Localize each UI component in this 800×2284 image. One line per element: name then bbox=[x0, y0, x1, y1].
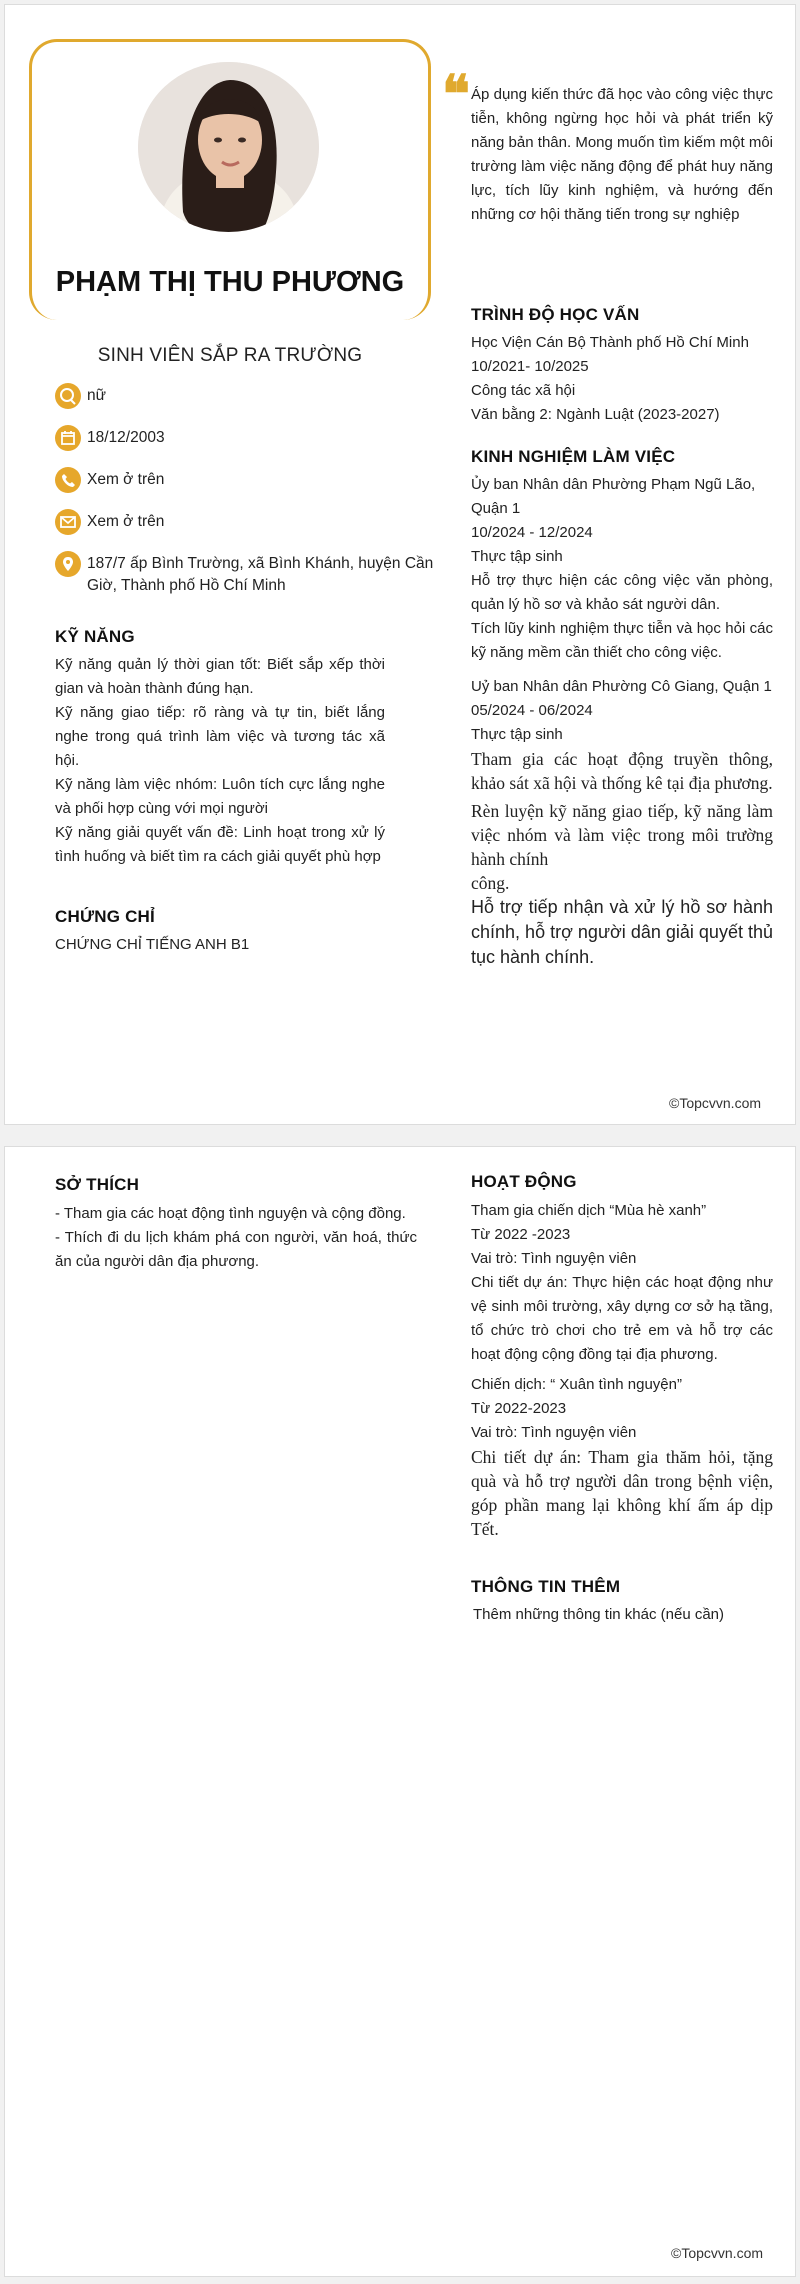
education-details: Học Viện Cán Bộ Thành phố Hồ Chí Minh 10/2021- 10/2025 Công tác xã hội Văn bằng 2: Ngành Luật (2023-2027) bbox=[471, 334, 749, 423]
skill-item: Kỹ năng giao tiếp: rõ ràng và tự tin, biết lắng nghe trong quá trình làm việc và tương tác xã hội. bbox=[55, 704, 385, 769]
avatar bbox=[138, 62, 319, 232]
activity-2: Chiến dịch: “ Xuân tình nguyện” Từ 2022-2023 Vai trò: Tình nguyện viên Chi tiết dự án: Tham gia thăm hỏi, tặng quà và hỗ trợ người dân trong bệnh viện, góp phần mang lại không khí ấm áp dịp Tết. bbox=[471, 1376, 773, 1539]
experience-heading: KINH NGHIỆM LÀM VIỆC bbox=[471, 447, 676, 466]
skill-item: Kỹ năng giải quyết vấn đề: Linh hoạt trong xử lý tình huống và biết tìm ra cách giải quyết phù hợp bbox=[55, 824, 385, 865]
contact-phone: Xem ở trên bbox=[55, 467, 445, 491]
location-icon bbox=[55, 551, 81, 577]
skill-item: Kỹ năng làm việc nhóm: Luôn tích cực lắng nghe và phối hợp cùng với mọi người bbox=[55, 776, 385, 817]
skills-heading: KỸ NĂNG bbox=[55, 627, 135, 646]
quote-icon: ❝ bbox=[442, 64, 470, 125]
certificate-item: CHỨNG CHỈ TIẾNG ANH B1 bbox=[55, 936, 250, 953]
activity-1: Tham gia chiến dịch “Mùa hè xanh” Từ 2022 -2023 Vai trò: Tình nguyện viên Chi tiết dự án: Thực hiện các hoạt động như vệ sinh môi trường, xây dựng cơ sở hạ tầng, tổ chức trò chơi cho trẻ em và hỗ trợ các hoạt động cộng đồng tại địa phương. bbox=[471, 1202, 773, 1363]
skill-item: Kỹ năng quản lý thời gian tốt: Biết sắp xếp thời gian và hoàn thành đúng hạn. bbox=[55, 656, 385, 697]
certificates-heading: CHỨNG CHỈ bbox=[55, 907, 155, 926]
email-icon bbox=[55, 509, 81, 535]
hobby-item: - Thích đi du lịch khám phá con người, văn hoá, thức ăn của người dân địa phương. bbox=[55, 1229, 417, 1270]
extra-info-text: Thêm những thông tin khác (nếu cần) bbox=[473, 1606, 725, 1623]
skills-list bbox=[55, 653, 385, 869]
contact-address: 187/7 ấp Bình Trường, xã Bình Khánh, huyện Cần Giờ, Thành phố Hồ Chí Minh bbox=[55, 551, 445, 597]
experience-job-2: Uỷ ban Nhân dân Phường Cô Giang, Quận 1 05/2024 - 06/2024 Thực tập sinh Tham gia các hoạt động truyền thông, khảo sát xã hội và thống kê tại địa phương. Rèn luyện kỹ năng giao tiếp, kỹ năng làm việc nhóm và làm việc trong môi trường hành chính công. Hỗ trợ tiếp nhận và xử lý hồ sơ hành chính, hỗ trợ người dân giải quyết thủ tục hành chính. bbox=[471, 678, 773, 967]
full-name: PHẠM THỊ THU PHƯƠNG bbox=[55, 266, 405, 298]
phone-icon bbox=[55, 467, 81, 493]
calendar-icon bbox=[55, 425, 81, 451]
education-heading: TRÌNH ĐỘ HỌC VẤN bbox=[471, 305, 640, 324]
hobby-item: - Tham gia các hoạt động tình nguyện và cộng đồng. bbox=[55, 1205, 406, 1222]
contact-gender: nữ bbox=[55, 383, 445, 407]
contact-birthday: 18/12/2003 bbox=[55, 425, 445, 449]
cv-page-2 bbox=[4, 1146, 796, 2277]
activities-heading: HOẠT ĐỘNG bbox=[471, 1172, 577, 1191]
footer-watermark: ©Topcvvn.com bbox=[669, 1095, 762, 1111]
career-objective: Áp dụng kiến thức đã học vào công việc thực tiễn, không ngừng học hỏi và phát triển kỹ năng bản thân. Mong muốn tìm kiếm một môi trường làm việc năng động để phát huy năng lực, tích lũy kinh nghiệm, và hướng đến những cơ hội thăng tiến trong sự nghiệp bbox=[471, 86, 773, 223]
contact-email: Xem ở trên bbox=[55, 509, 445, 533]
experience-job-1: Ủy ban Nhân dân Phường Phạm Ngũ Lão, Quận 1 10/2024 - 12/2024 Thực tập sinh Hỗ trợ thực hiện các công việc văn phòng, quản lý hồ sơ và khảo sát người dân. Tích lũy kinh nghiệm thực tiễn và học hỏi các kỹ năng mềm cần thiết cho công việc. bbox=[471, 476, 773, 661]
hobbies-heading: SỞ THÍCH bbox=[55, 1175, 140, 1194]
hobbies-list bbox=[55, 1202, 417, 1274]
gender-icon bbox=[55, 383, 81, 409]
extra-info-heading: THÔNG TIN THÊM bbox=[471, 1577, 621, 1596]
footer-watermark: ©Topcvvn.com bbox=[671, 2245, 764, 2261]
job-title: SINH VIÊN SẮP RA TRƯỜNG bbox=[97, 345, 363, 366]
cv-page-1 bbox=[4, 4, 796, 1125]
